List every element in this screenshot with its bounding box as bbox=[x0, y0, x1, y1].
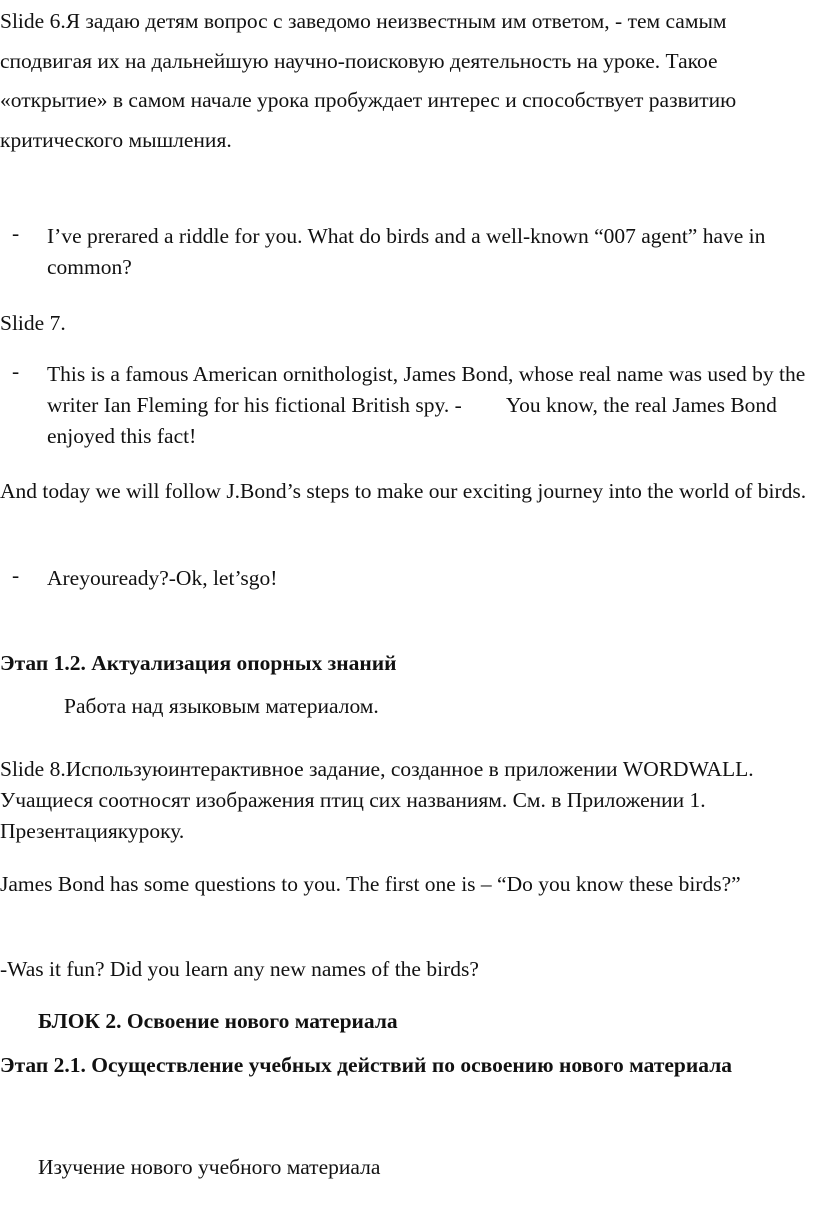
list-dash: - bbox=[12, 221, 20, 245]
ready-text: Areyouready?-Ok, let’sgo! bbox=[47, 566, 278, 590]
list-dash: - bbox=[12, 359, 20, 383]
journey-paragraph: And today we will follow J.Bond’s steps to make our exciting journey into the world of birds. bbox=[0, 479, 807, 503]
was-it-fun-paragraph: -Was it fun? Did you learn any new names of the birds? bbox=[0, 957, 479, 981]
etap-2-1-heading: Этап 2.1. Осуществление учебных действий по освоению нового материала bbox=[0, 1053, 733, 1077]
etap-1-2-heading: Этап 1.2. Актуализация опорных знаний bbox=[0, 651, 397, 675]
ornithologist-text bbox=[47, 359, 815, 452]
slide7-label: Slide 7. bbox=[0, 311, 66, 335]
ornithologist-text-part1: This is a famous American ornithologist, James Bond, whose real name was used by the writer Ian Fleming for his fictional British spy. - bbox=[47, 362, 806, 417]
blok-2-heading: БЛОК 2. Освоение нового материала bbox=[38, 1009, 398, 1033]
riddle-text: I’ve prerared a riddle for you. What do birds and a well-known “007 agent” have in common? bbox=[47, 224, 766, 279]
james-bond-questions-paragraph: James Bond has some questions to you. The first one is – “Do you know these birds?” bbox=[0, 872, 741, 896]
list-dash: - bbox=[12, 563, 20, 587]
etap-1-2-subtitle: Работа над языковым материалом. bbox=[64, 694, 379, 718]
etap-2-1-subtitle: Изучение нового учебного материала bbox=[38, 1155, 381, 1179]
ornithologist-text-part2: You know, the real James Bond enjoyed this fact! bbox=[47, 393, 777, 448]
slide6-paragraph: Slide 6.Я задаю детям вопрос с заведомо неизвестным им ответом, - тем самым сподвигая их на дальнейшую научно-поисковую деятельность на уроке. Такое «открытие» в самом начале урока пробуждает интерес и способствует развитию критического мышления. bbox=[0, 9, 737, 152]
slide8-paragraph: Slide 8.Используюинтерактивное задание, созданное в приложении WORDWALL. Учащиеся соотносят изображения птиц сих названиям. См. в Приложении 1. Презентациякуроку. bbox=[0, 757, 754, 843]
